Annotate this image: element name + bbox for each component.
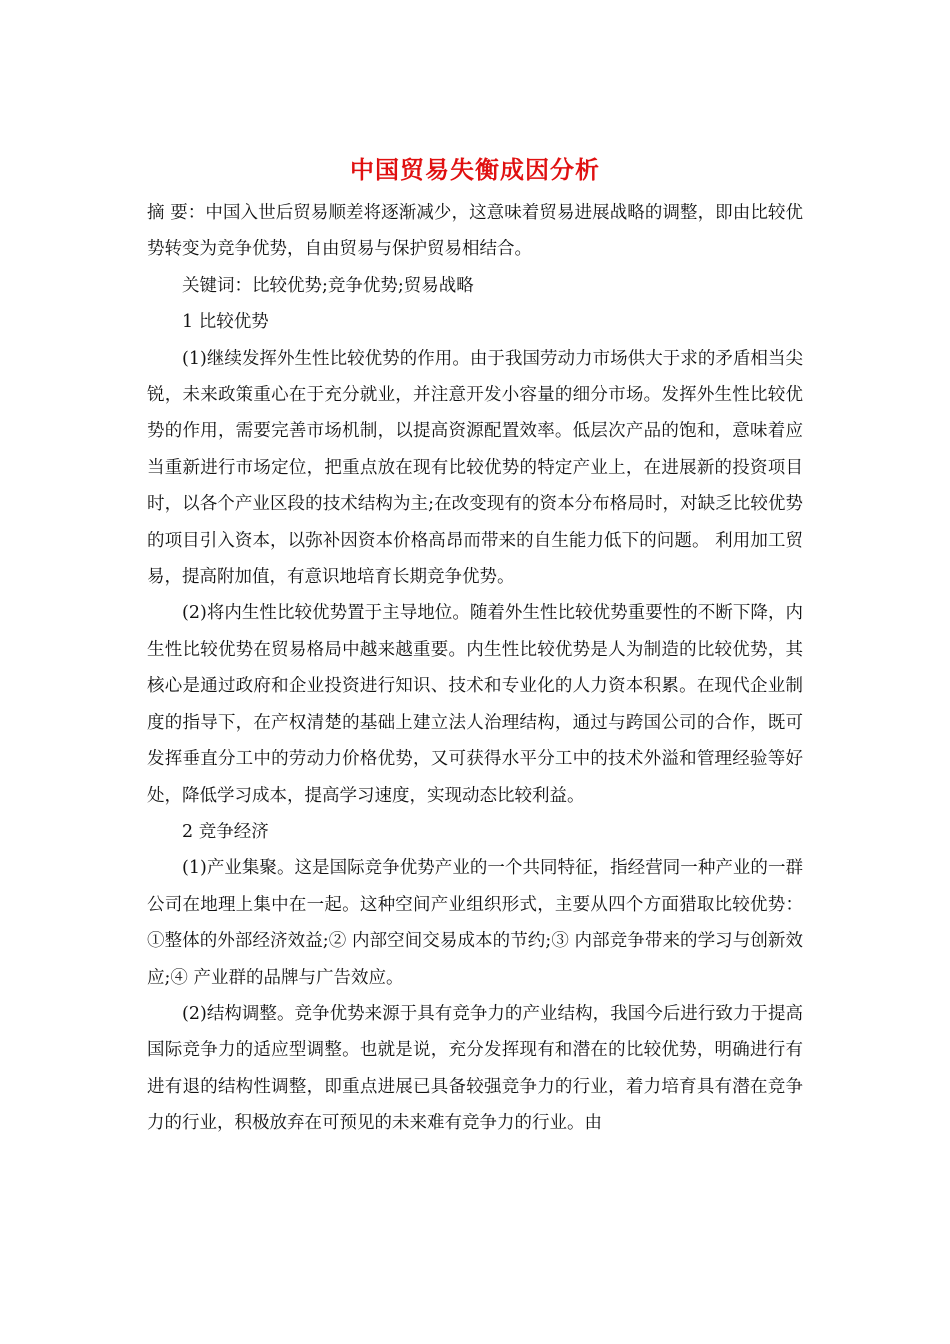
section-paragraph: (1)继续发挥外生性比较优势的作用。由于我国劳动力市场供大于求的矛盾相当尖锐，未来政策重心在于充分就业，并注意开发小容量的细分市场。发挥外生性比较优势的作用，需要完善市场机制，以提高资源配置效率。低层次产品的饱和，意味着应当重新进行市场定位，把重点放在现有比较优势的特定产业上，在进展新的投资项目时，以各个产业区段的技术结构为主;在改变现有的资本分布格局时，对缺乏比较优势的项目引入资本，以弥补因资本价格高昂而带来的自生能力低下的问题。 利用加工贸易，提高附加值，有意识地培育长期竞争优势。 [147,348,803,588]
abstract-label: 摘 要： [147,203,206,223]
section-paragraph: (2)将内生性比较优势置于主导地位。随着外生性比较优势重要性的不断下降，内生性比较优势在贸易格局中越来越重要。内生性比较优势是人为制造的比较优势，其核心是通过政府和企业投资进行知识、技术和专业化的人力资本积累。在现代企业制度的指导下，在产权清楚的基础上建立法人治理结构，通过与跨国公司的合作，既可发挥垂直分工中的劳动力价格优势，又可获得水平分工中的技术外溢和管理经验等好处，降低学习成本，提高学习速度，实现动态比较利益。 [147,603,803,806]
section-heading: 1 比较优势 [182,312,269,333]
section-heading: 2 竞争经济 [182,821,269,842]
document-title: 中国贸易失衡成因分析 [350,155,600,184]
document-body [147,195,803,1142]
section-paragraph: (2)结构调整。竞争优势来源于具有竞争力的产业结构，我国今后进行致力于提高国际竞争力的适应型调整。也就是说，充分发挥现有和潜在的比较优势，明确进行有进有退的结构性调整，即重点进展已具备较强竞争力的行业，着力培育具有潜在竞争力的行业，积极放弃在可预见的未来难有竞争力的行业。由 [147,1003,803,1134]
keywords-line: 关键词：比较优势;竞争优势;贸易战略 [182,275,474,296]
abstract-text: 中国入世后贸易顺差将逐渐减少，这意味着贸易进展战略的调整，即由比较优势转变为竞争优势，自由贸易与保护贸易相结合。 [147,203,803,260]
abstract-paragraph [147,195,803,268]
section-paragraph: (1)产业集聚。这是国际竞争优势产业的一个共同特征，指经营同一种产业的一群公司在地理上集中在一起。这种空间产业组织形式，主要从四个方面猎取比较优势：①整体的外部经济效益;② 内部空间交易成本的节约;③ 内部竞争带来的学习与创新效应;④ 产业群的品牌与广告效应。 [147,858,803,988]
